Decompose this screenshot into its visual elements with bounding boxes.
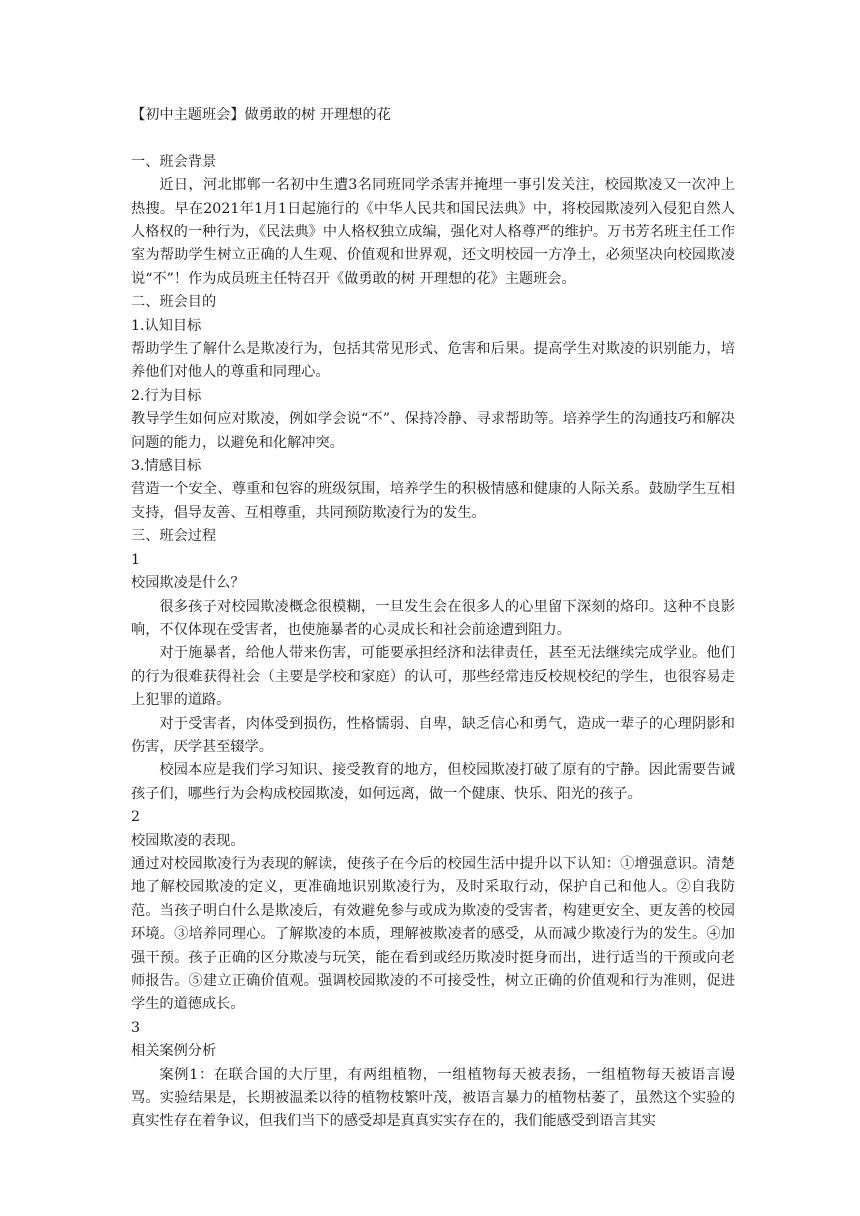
background-paragraph: 近日，河北邯郸一名初中生遭3名同班同学杀害并掩埋一事引发关注，校园欺凌又一次冲上热搜。早在2021年1月1日起施行的《中华人民共和国民法典》中，将校园欺凌列入侵犯自然人人格权的一种行为，《民法典》中人格权独立成编，强化对人格尊严的维护。万书芳名班主任工作室为帮助学生树立正确的人生观、价值观和世界观，还文明校园一方净土，必须坚决向校园欺凌说“不”！作为成员班主任特召开《做勇敢的树 开理想的花》主题班会。 — [131, 177, 735, 287]
document-page — [131, 104, 735, 1134]
goal-body-behavior: 教导学生如何应对欺凌，例如学会说“不”、保持冷静、寻求帮助等。培养学生的沟通技巧和解决问题的能力，以避免和化解冲突。 — [131, 411, 735, 451]
blank-line — [131, 127, 735, 150]
part1-paragraph: 很多孩子对校园欺凌概念很模糊，一旦发生会在很多人的心里留下深刻的烙印。这种不良影响，不仅体现在受害者，也使施暴者的心灵成长和社会前途遭到阻力。 — [131, 598, 735, 638]
part-title-3: 相关案例分析 — [131, 1043, 217, 1060]
section-heading-goals: 二、班会目的 — [131, 294, 217, 311]
part1-paragraph: 对于受害者，肉体受到损伤，性格懦弱、自卑，缺乏信心和勇气，造成一辈子的心理阴影和伤害，厌学甚至辍学。 — [131, 715, 735, 755]
section-heading-process: 三、班会过程 — [131, 528, 217, 545]
goal-label-emotion: 3.情感目标 — [131, 458, 202, 475]
document-title: 【初中主题班会】做勇敢的树 开理想的花 — [131, 107, 391, 123]
case1-paragraph: 案例1：在联合国的大厅里，有两组植物，一组植物每天被表扬，一组植物每天被语言谩骂。实验结果是，长期被温柔以待的植物枝繁叶茂，被语言暴力的植物枯萎了，虽然这个实验的真实性存在着争议，但我们当下的感受却是真真实实存在的，我们能感受到语言其实 — [131, 1066, 735, 1130]
part-title-2: 校园欺凌的表现。 — [131, 832, 245, 849]
goal-label-behavior: 2.行为目标 — [131, 387, 202, 404]
goal-body-emotion: 营造一个安全、尊重和包容的班级氛围，培养学生的积极情感和健康的人际关系。鼓励学生互相支持，倡导友善、互相尊重，共同预防欺凌行为的发生。 — [131, 481, 735, 521]
part1-paragraph: 对于施暴者，给他人带来伤害，可能要承担经济和法律责任，甚至无法继续完成学业。他们的行为很难获得社会（主要是学校和家庭）的认可，那些经常违反校规校纪的学生，也很容易走上犯罪的道路。 — [131, 645, 735, 709]
part2-paragraph: 通过对校园欺凌行为表现的解读，使孩子在今后的校园生活中提升以下认知：①增强意识。清楚地了解校园欺凌的定义，更准确地识别欺凌行为，及时采取行动，保护自己和他人。②自我防范。当孩子明白什么是欺凌后，有效避免参与或成为欺凌的受害者，构建更安全、更友善的校园环境。③培养同理心。了解欺凌的本质，理解被欺凌者的感受，从而减少欺凌行为的发生。④加强干预。孩子正确的区分欺凌与玩笑，能在看到或经历欺凌时挺身而出，进行适当的干预或向老师报告。⑤建立正确价值观。强调校园欺凌的不可接受性，树立正确的价值观和行为准则，促进学生的道德成长。 — [131, 855, 735, 1013]
part-number-3: 3 — [131, 1019, 141, 1036]
part-number-2: 2 — [131, 809, 141, 826]
goal-label-cognitive: 1.认知目标 — [131, 317, 202, 334]
part-number-1: 1 — [131, 551, 141, 568]
section-heading-background: 一、班会背景 — [131, 153, 217, 170]
part-title-1: 校园欺凌是什么？ — [131, 575, 245, 592]
goal-body-cognitive: 帮助学生了解什么是欺凌行为，包括其常见形式、危害和后果。提高学生对欺凌的识别能力，培养他们对他人的尊重和同理心。 — [131, 341, 735, 381]
part1-paragraph: 校园本应是我们学习知识、接受教育的地方，但校园欺凌打破了原有的宁静。因此需要告诫孩子们，哪些行为会构成校园欺凌，如何远离，做一个健康、快乐、阳光的孩子。 — [131, 762, 735, 802]
